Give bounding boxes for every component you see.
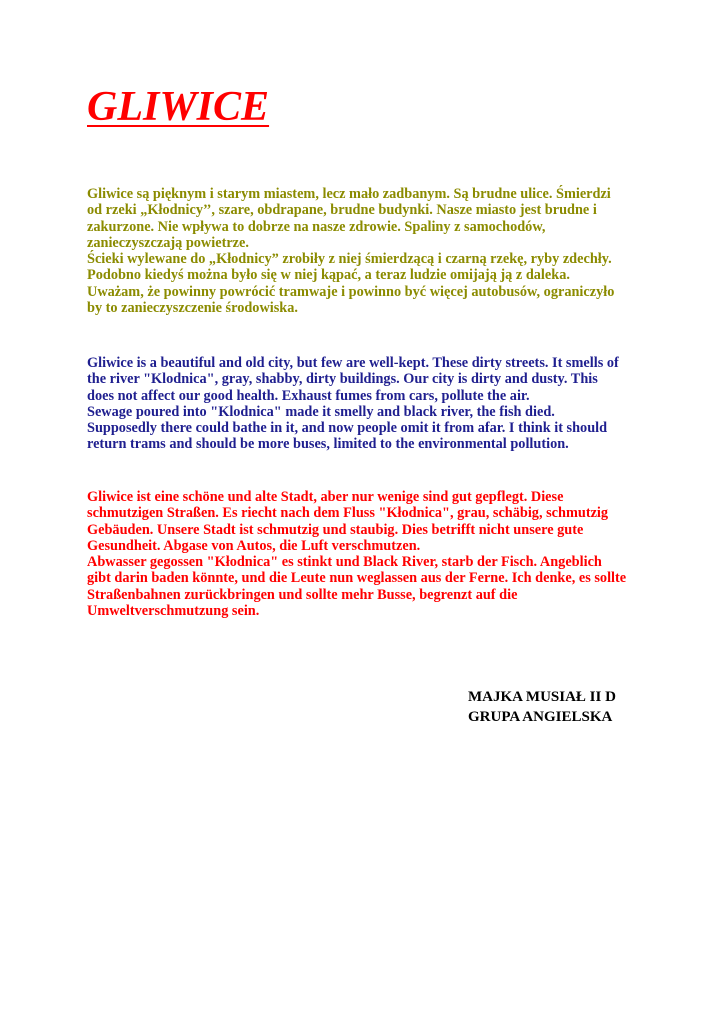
english-line: Supposedly there could bathe in it, and now people omit it from afar. I think it should xyxy=(87,420,608,437)
english-line: Sewage poured into "Klodnica" made it smelly and black river, the fish died. xyxy=(87,403,555,420)
polish-line: by to zanieczyszczenie środowiska. xyxy=(87,300,298,317)
polish-line: Ścieki wylewane do „Kłodnicy” zrobiły z niej śmierdzącą i czarną rzekę, ryby zdechły. xyxy=(87,251,612,268)
polish-paragraph xyxy=(87,186,647,316)
signature-block xyxy=(468,688,616,727)
german-paragraph xyxy=(87,489,647,619)
english-line: does not affect our good health. Exhaust fumes from cars, pollute the air. xyxy=(87,387,530,404)
german-line: Straßenbahnen zurückbringen und sollte mehr Busse, begrenzt auf die xyxy=(87,586,518,603)
polish-line: Uważam, że powinny powrócić tramwaje i powinno być więcej autobusów, ograniczyło xyxy=(87,283,615,300)
english-line: the river "Klodnica", gray, shabby, dirty buildings. Our city is dirty and dusty. This xyxy=(87,371,598,388)
german-line: Abwasser gegossen "Kłodnica" es stinkt und Black River, starb der Fisch. Angeblich xyxy=(87,554,602,571)
author-group: GRUPA ANGIELSKA xyxy=(468,708,613,725)
english-paragraph xyxy=(87,355,647,453)
german-line: gibt darin baden könnte, und die Leute nun weglassen aus der Ferne. Ich denke, es sollte xyxy=(87,570,627,587)
polish-line: Podobno kiedyś można było się w niej kąpać, a teraz ludzie omijają ją z daleka. xyxy=(87,267,570,284)
polish-line: zanieczyszczają powietrze. xyxy=(87,234,249,251)
english-line: return trams and should be more buses, limited to the environmental pollution. xyxy=(87,436,569,453)
page-title: GLIWICE xyxy=(87,84,270,130)
author-name: MAJKA MUSIAŁ II D xyxy=(468,689,616,705)
german-line: Gliwice ist eine schöne und alte Stadt, aber nur wenige sind gut gepflegt. Diese xyxy=(87,489,564,505)
polish-line: Gliwice są pięknym i starym miastem, lecz mało zadbanym. Są brudne ulice. Śmierdzi xyxy=(87,186,611,202)
german-line: Umweltverschmutzung sein. xyxy=(87,603,260,620)
german-line: schmutzigen Straßen. Es riecht nach dem Fluss "Kłodnica", grau, schäbig, schmutzig xyxy=(87,505,609,522)
polish-line: od rzeki „Kłodnicy’’, szare, obdrapane, brudne budynki. Nasze miasto jest brudne i xyxy=(87,202,597,219)
english-line: Gliwice is a beautiful and old city, but few are well-kept. These dirty streets. It smells of xyxy=(87,355,619,371)
german-line: Gebäuden. Unsere Stadt ist schmutzig und staubig. Dies betrifft nicht unsere gute xyxy=(87,521,584,538)
german-line: Gesundheit. Abgase von Autos, die Luft verschmutzen. xyxy=(87,537,421,554)
polish-line: zakurzone. Nie wpływa to dobrze na nasze zdrowie. Spaliny z samochodów, xyxy=(87,218,546,235)
